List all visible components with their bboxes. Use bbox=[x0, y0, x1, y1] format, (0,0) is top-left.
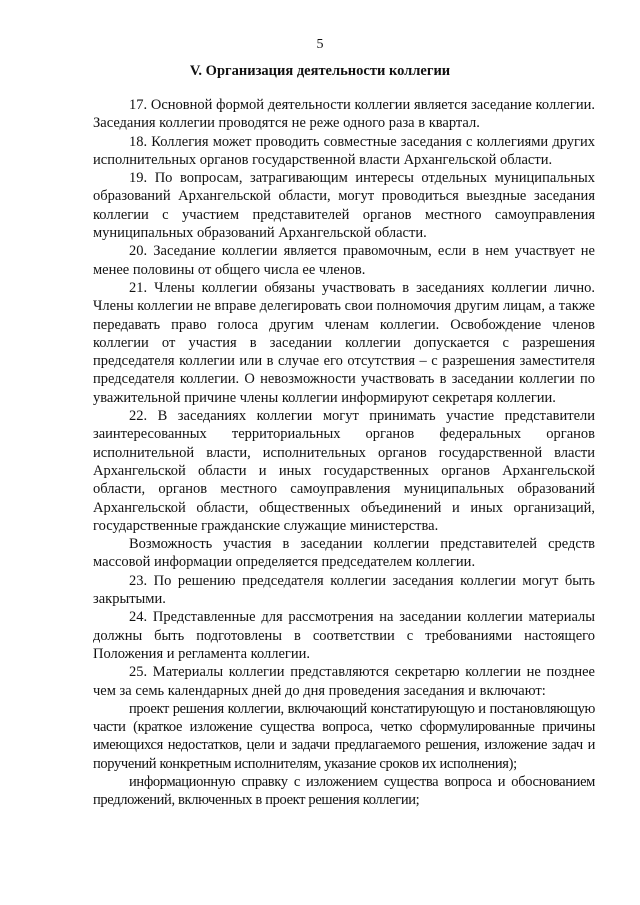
paragraph-25: 25. Материалы коллегии представляются секретарю коллегии не позднее чем за семь календарных дней до дня проведения заседания и включают: bbox=[93, 664, 595, 699]
paragraph-18: 18. Коллегия может проводить совместные заседания с коллегиями других исполнительных органов государственной власти Архангельской области. bbox=[93, 133, 595, 168]
paragraph-21: 21. Члены коллегии обязаны участвовать в заседаниях коллегии лично. Члены коллегии не вправе делегировать свои полномочия другим лицам, а также передавать право голоса другим членам коллегии. Освобождение членов коллегии от участия в заседании коллегии допускается с разрешения председателя коллегии или в случае его отсутствия – с разрешения заместителя председателя коллегии. О невозможности участвовать в заседании коллегии по уважительной причине члены коллегии информируют секретаря коллегии. bbox=[93, 279, 595, 406]
section-heading: V. Организация деятельности коллегии bbox=[189, 63, 451, 79]
paragraph-22-media: Возможность участия в заседании коллегии представителей средств массовой информации определяется председателем коллегии. bbox=[93, 536, 595, 571]
paragraph-20: 20. Заседание коллегии является правомочным, если в нем участвует не менее половины от общего числа ее членов. bbox=[93, 243, 595, 278]
document-body bbox=[93, 96, 595, 810]
list-item-draft-decision: проект решения коллегии, включающий констатирующую и постановляющую части (краткое изложение существа вопроса, четко сформулированные причины имеющихся недостатков, цели и задачи предлагаемого решения, изложение задач и поручений конкретным исполнителям, указание сроков их исполнения); bbox=[93, 700, 595, 772]
list-item-info-note: информационную справку с изложением существа вопроса и обоснованием предложений, включенных в проект решения коллегии; bbox=[93, 773, 595, 809]
paragraph-17: 17. Основной формой деятельности коллегии является заседание коллегии. Заседания коллегии проводятся не реже одного раза в квартал. bbox=[93, 97, 595, 132]
paragraph-22: 22. В заседаниях коллегии могут принимать участие представители заинтересованных территориальных органов федеральных органов исполнительной власти, исполнительных органов государственной власти Архангельской области и иных государственных органов Архангельской области, органов местного самоуправления муниципальных образований Архангельской области, общественных объединений и иных организаций, государственные гражданские служащие министерства. bbox=[93, 408, 595, 534]
page-number: 5 bbox=[316, 37, 324, 52]
paragraph-23: 23. По решению председателя коллегии заседания коллегии могут быть закрытыми. bbox=[93, 572, 595, 608]
paragraph-19: 19. По вопросам, затрагивающим интересы отдельных муниципальных образований Архангельской области, могут проводиться выездные заседания коллегии с участием представителей органов местного самоуправления муниципальных образований Архангельской области. bbox=[93, 170, 595, 242]
paragraph-24: 24. Представленные для рассмотрения на заседании коллегии материалы должны быть подготовлены в соответствии с требованиями настоящего Положения и регламента коллегии. bbox=[93, 609, 595, 662]
